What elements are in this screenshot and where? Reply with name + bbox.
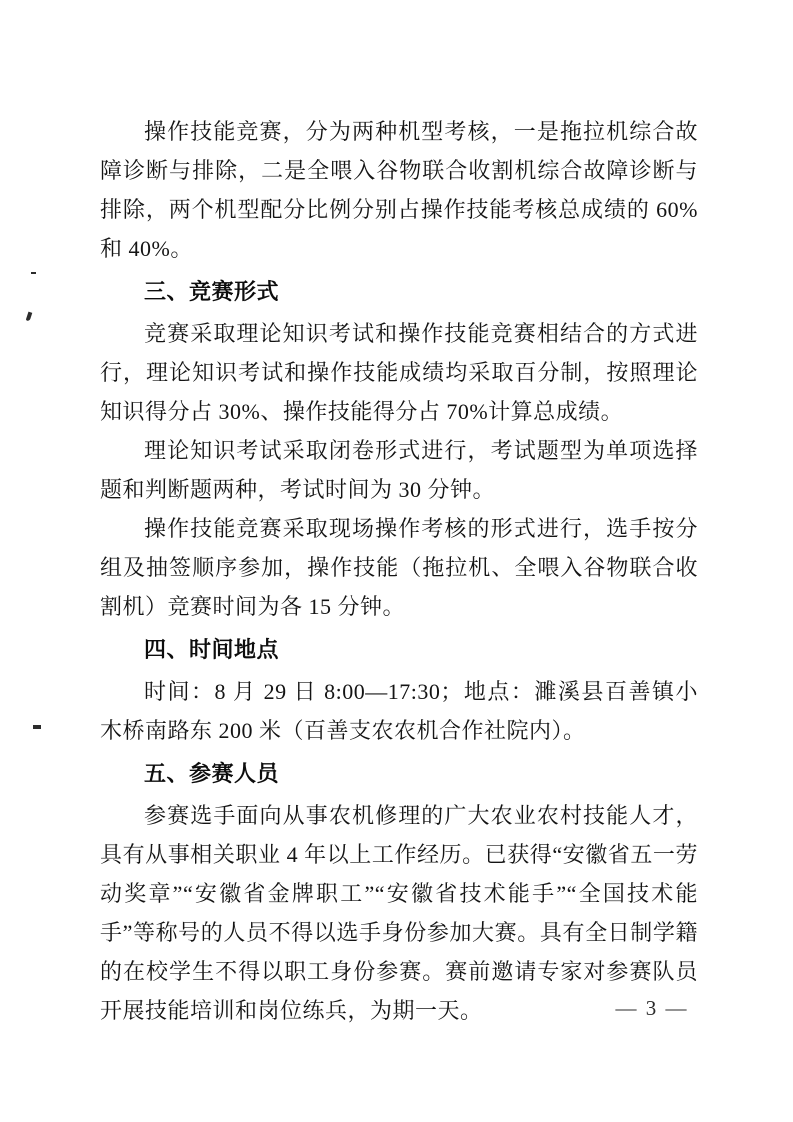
paragraph-participant-requirements: 参赛选手面向从事农机修理的广大农业农村技能人才，具有从事相关职业 4 年以上工作经历。已获得“安徽省五一劳动奖章”“安徽省金牌职工”“安徽省技术能手”“全国技术能手”等称号的人员不得以选手身份参加大赛。具有全日制学籍的在校学生不得以职工身份参赛。赛前邀请专家对参赛队员开展技能培训和岗位练兵，为期一天。 bbox=[100, 803, 698, 1023]
page-number: — 3 — bbox=[615, 996, 689, 1020]
section-heading-competition-format: 三、竞赛形式 bbox=[144, 279, 280, 304]
section-heading-time-location: 四、时间地点 bbox=[144, 637, 280, 662]
paragraph-practical-exam: 操作技能竞赛采取现场操作考核的形式进行，选手按分组及抽签顺序参加，操作技能（拖拉机、全喂入谷物联合收割机）竞赛时间为各 15 分钟。 bbox=[100, 516, 698, 619]
paragraph-scoring-method: 竞赛采取理论知识考试和操作技能竞赛相结合的方式进行，理论知识考试和操作技能成绩均采取百分制，按照理论知识得分占 30%、操作技能得分占 70%计算总成绩。 bbox=[100, 321, 698, 424]
scan-artifact-mark bbox=[31, 272, 36, 274]
paragraph-skills-competition-overview: 操作技能竞赛，分为两种机型考核，一是拖拉机综合故障诊断与排除，二是全喂入谷物联合收割机综合故障诊断与排除，两个机型配分比例分别占操作技能考核总成绩的 60%和 40%。 bbox=[100, 119, 698, 261]
paragraph-time-location-details: 时间：8 月 29 日 8:00—17:30；地点：濉溪县百善镇小木桥南路东 200 米（百善支农农机合作社院内）。 bbox=[100, 679, 698, 743]
scan-artifact-mark bbox=[33, 725, 41, 729]
scan-artifact-mark bbox=[26, 312, 33, 322]
paragraph-theory-exam: 理论知识考试采取闭卷形式进行，考试题型为单项选择题和判断题两种，考试时间为 30 分钟。 bbox=[100, 438, 698, 502]
document-body bbox=[100, 112, 698, 1030]
section-heading-participants: 五、参赛人员 bbox=[144, 761, 280, 786]
